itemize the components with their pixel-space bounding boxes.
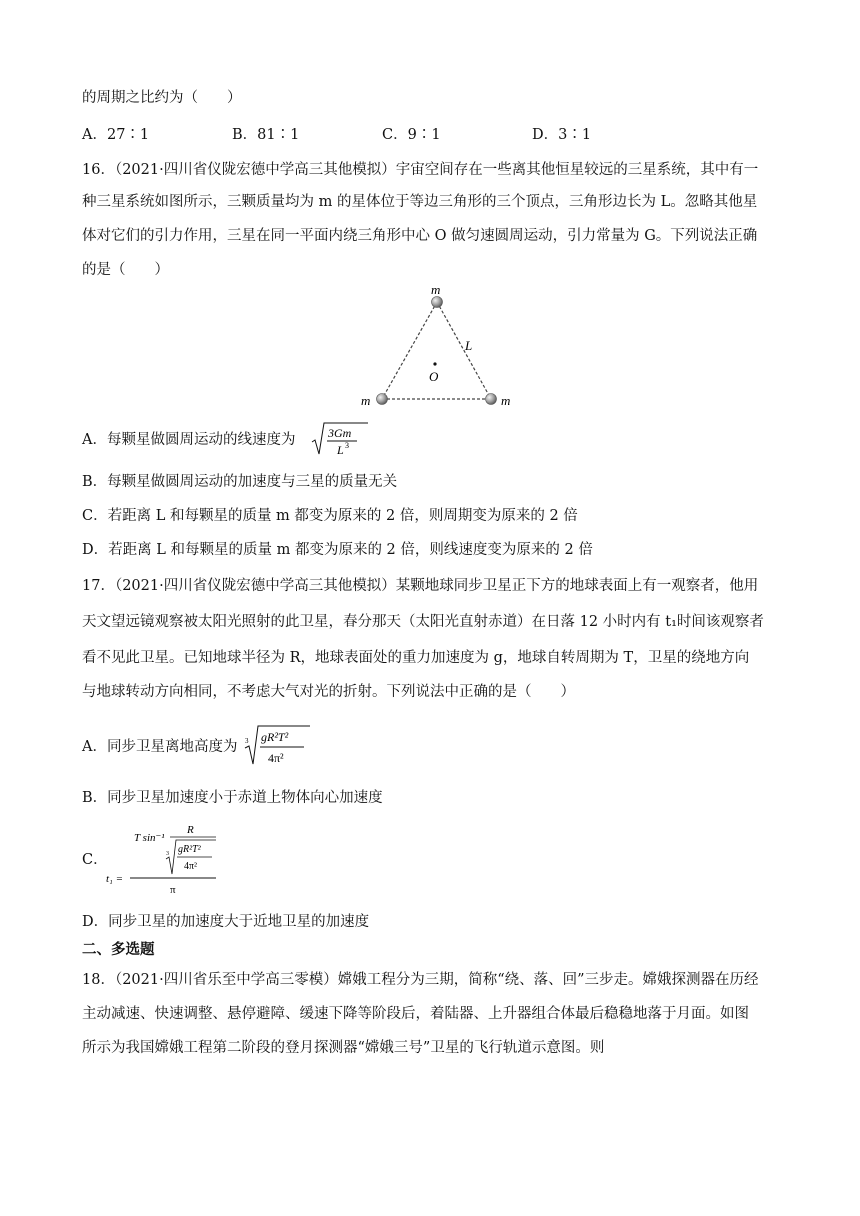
q16-option-a-formula: [310, 420, 370, 460]
star-top-label: m: [431, 282, 441, 297]
q16-option-a: [82, 430, 295, 450]
q16-option-c: C．若距离 L 和每颗星的质量 m 都变为原来的 2 倍，则周期变为原来的 2 倍: [82, 508, 578, 524]
q15-option-a: A．27∶1: [82, 127, 150, 143]
q17-stem-line-3: 看不见此卫星。已知地球半径为 R，地球表面处的重力加速度为 g，地球自转周期为 T，卫星的绕地方向: [82, 650, 750, 666]
q17-a-denominator: 4π²: [268, 751, 284, 765]
c-inner-numerator: gR²T²: [178, 844, 201, 855]
q16-option-a-text: A．每颗星做圆周运动的线速度为: [82, 432, 296, 448]
cube-root-index: 3: [245, 737, 249, 745]
c-inner-denominator: 4π²: [184, 861, 198, 872]
star-left-label: m: [361, 393, 371, 408]
q16-option-d: D．若距离 L 和每颗星的质量 m 都变为原来的 2 倍，则线速度变为原来的 2 倍: [82, 542, 593, 558]
q16-stem-line-4: 的是（ ）: [82, 262, 169, 278]
star-right: [486, 394, 497, 405]
q18-stem-line-2: 主动减速、快速调整、悬停避障、缓速下降等阶段后，着陆器、上升器组合体最后稳稳地落于月面。如图: [82, 1006, 749, 1022]
q17-a-numerator: gR²T²: [261, 730, 289, 744]
c-cube-root-index: 3: [166, 851, 169, 857]
q16-a-numerator: 3Gm: [328, 426, 352, 440]
three-star-triangle-figure: [355, 282, 525, 412]
q17-option-d: D．同步卫星的加速度大于近地卫星的加速度: [82, 914, 370, 930]
triangle-side-left: [382, 302, 437, 399]
q16-option-b: B．每颗星做圆周运动的加速度与三星的质量无关: [82, 474, 398, 490]
center-label: O: [429, 369, 439, 384]
q17-option-c-formula: [104, 822, 229, 896]
q17-option-a: [82, 737, 237, 757]
c-lhs: t₁ =: [106, 873, 124, 885]
q15-option-d: D．3∶1: [532, 127, 592, 143]
c-pi: π: [170, 884, 176, 896]
q18-stem-line-3: 所示为我国嫦娥工程第二阶段的登月探测器“嫦娥三号”卫星的飞行轨道示意图。则: [82, 1040, 605, 1056]
section-heading: 二、多选题: [82, 941, 155, 958]
q16-a-denominator: L: [337, 443, 344, 457]
c-t-sin-inverse: T sin⁻¹: [134, 832, 165, 844]
q17-stem-line-4: 与地球转动方向相同，不考虑大气对光的折射。下列说法中正确的是（ ）: [82, 684, 575, 700]
star-right-label: m: [501, 393, 511, 408]
triangle-side-right: [437, 302, 491, 399]
q17-option-a-formula: [244, 722, 314, 768]
side-length-label: L: [465, 338, 473, 353]
q17-option-b: B．同步卫星加速度小于赤道上物体向心加速度: [82, 790, 383, 806]
q15-option-c: C．9∶1: [382, 127, 441, 143]
q15-tail: 的周期之比约为（ ）: [82, 90, 242, 106]
q17-option-c-label: C．: [82, 852, 108, 868]
q16-a-denominator-exponent: 3: [345, 441, 349, 450]
star-top: [432, 297, 443, 308]
q18-stem-line-1: 18．（2021·四川省乐至中学高三零模）嫦娥工程分为三期，简称“绕、落、回”三步走。嫦娥探测器在历经: [82, 972, 759, 988]
q17-option-a-text: A．同步卫星离地高度为: [82, 739, 238, 755]
q17-stem-line-2: 天文望远镜观察被太阳光照射的此卫星，春分那天（太阳光直射赤道）在日落 12 小时内有 t₁时间该观察者: [82, 614, 764, 630]
q17-stem-line-1: 17．（2021·四川省仪陇宏德中学高三其他模拟）某颗地球同步卫星正下方的地球表面上有一观察者，他用: [82, 578, 759, 594]
q15-option-b: B．81∶1: [232, 127, 300, 143]
q16-stem-line-2: 种三星系统如图所示，三颗质量均为 m 的星体位于等边三角形的三个顶点，三角形边长为 L。忽略其他星: [82, 194, 758, 210]
q16-stem-line-1: 16．（2021·四川省仪陇宏德中学高三其他模拟）宇宙空间存在一些离其他恒星较远的三星系统，其中有一: [82, 162, 759, 178]
q16-stem-line-3: 体对它们的引力作用，三星在同一平面内绕三角形中心 O 做匀速圆周运动，引力常量为 G。下列说法正确: [82, 228, 758, 244]
star-left: [377, 394, 388, 405]
center-dot: [433, 362, 436, 365]
c-r: R: [187, 824, 194, 836]
